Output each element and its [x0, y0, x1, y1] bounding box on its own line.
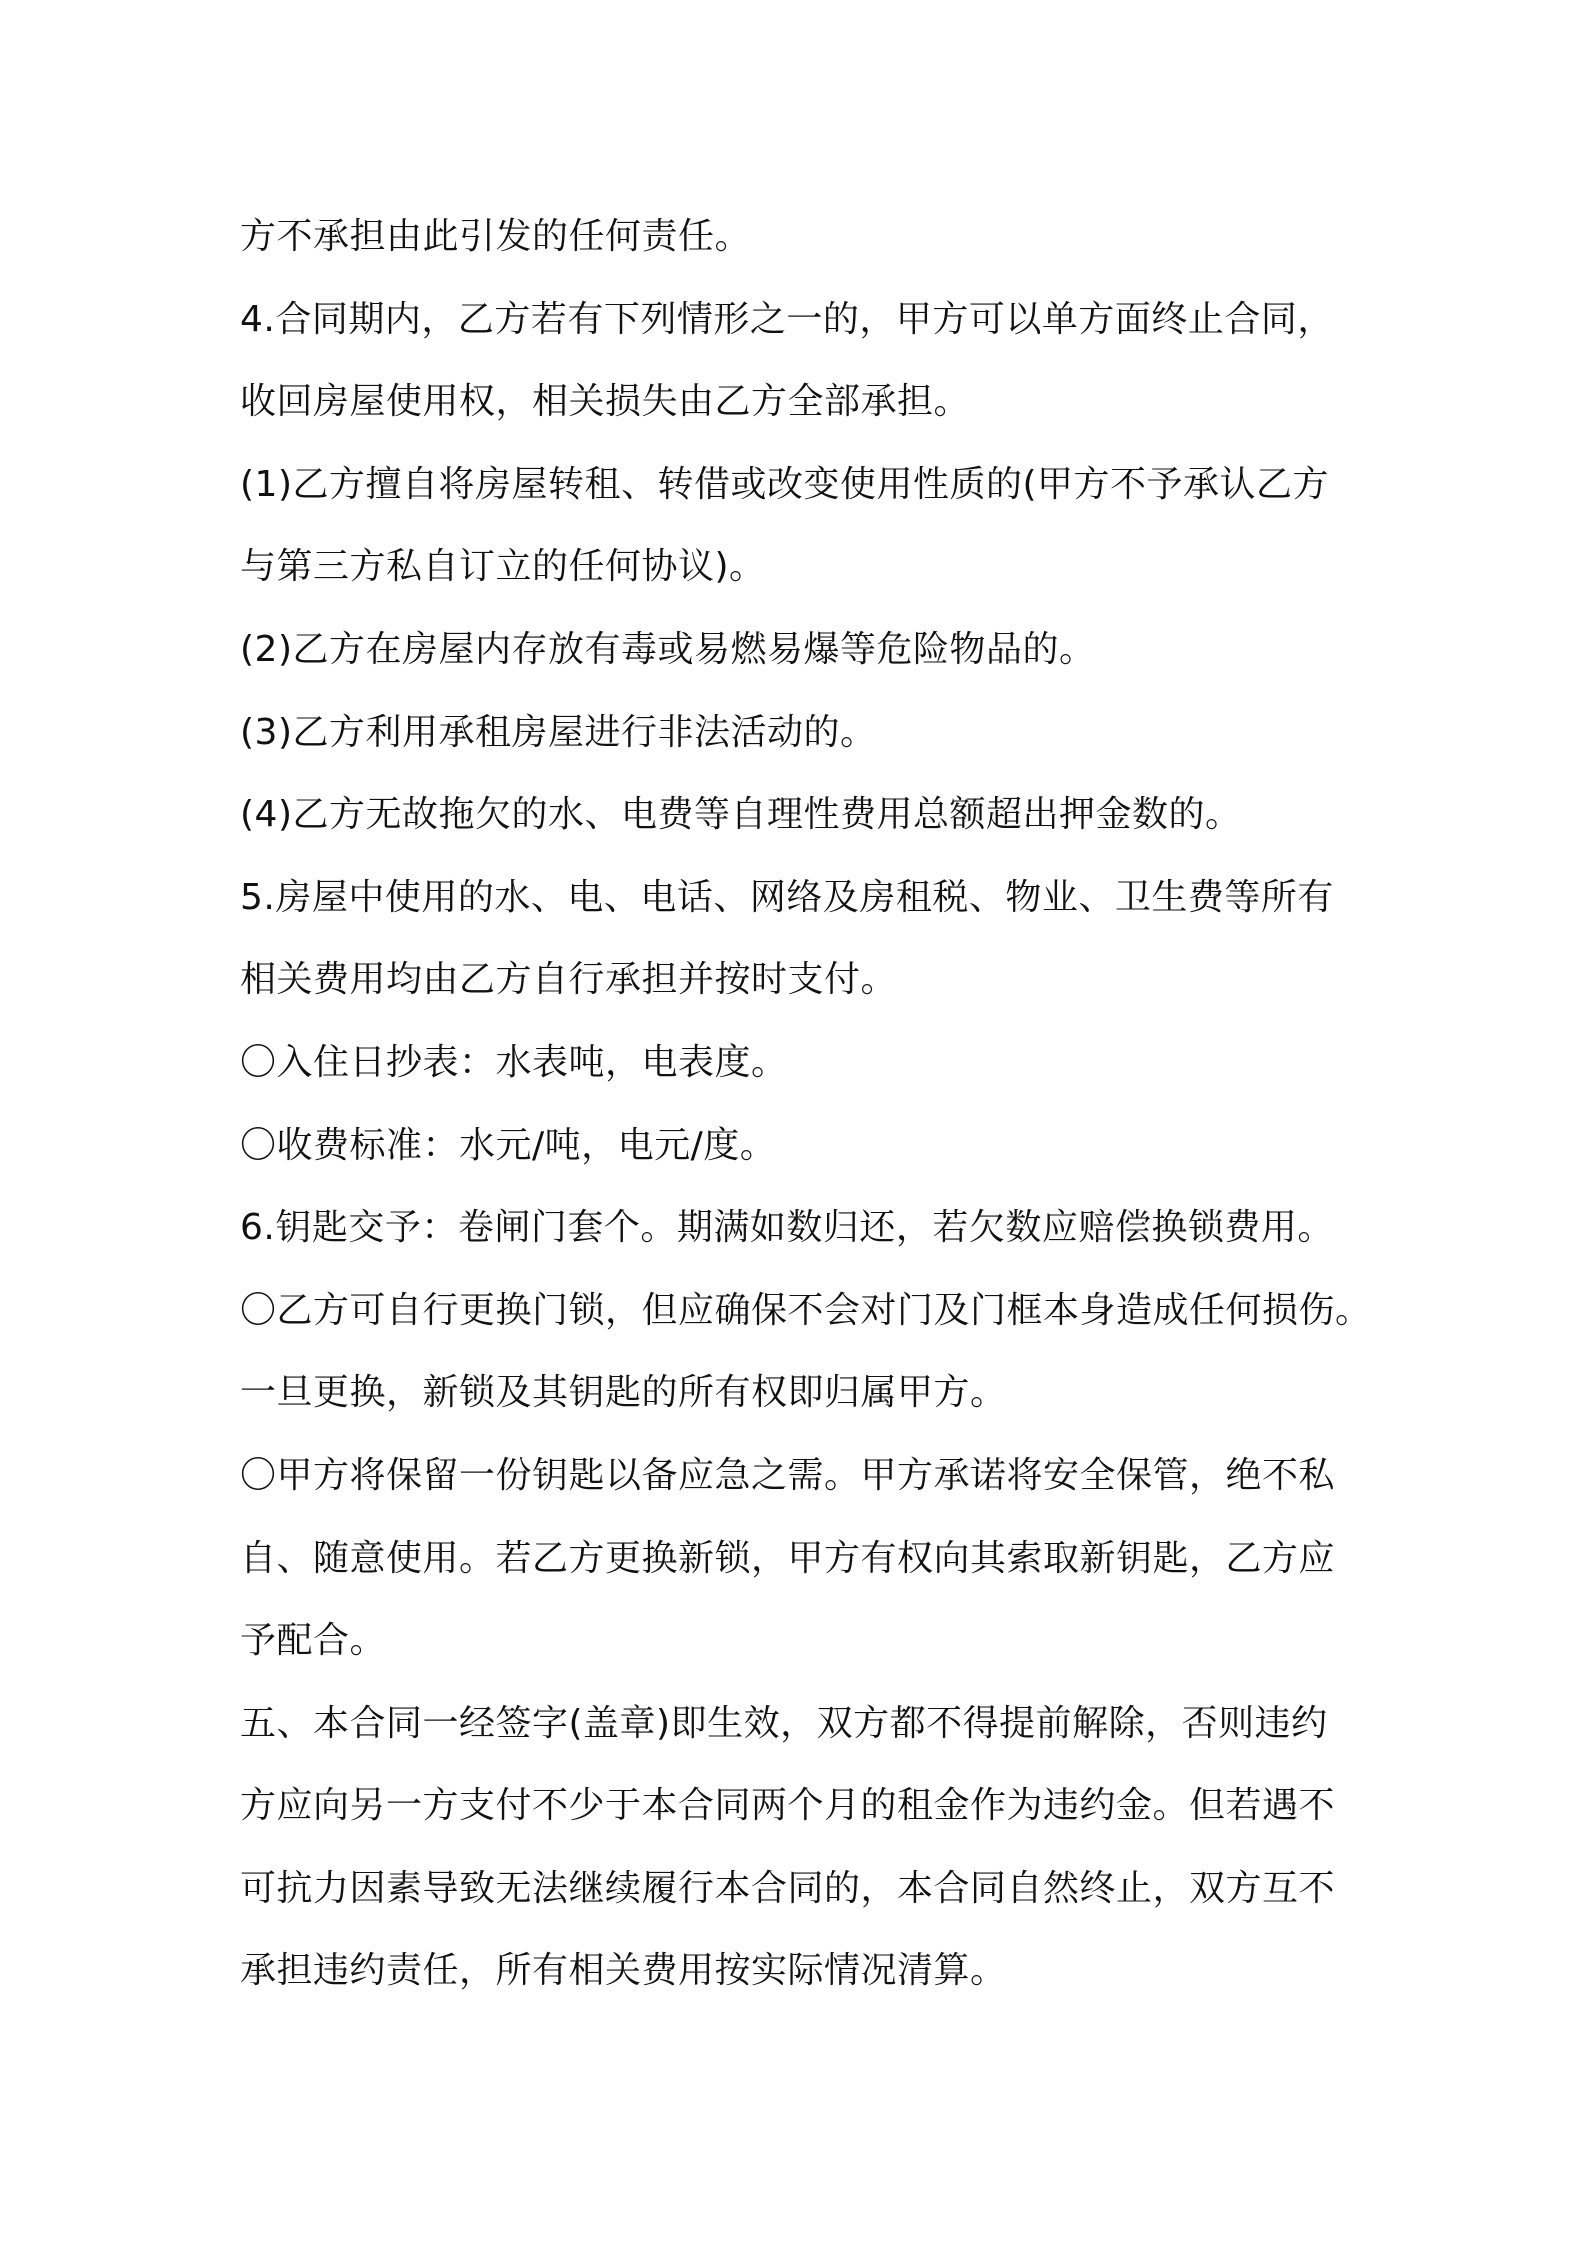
text-line: 与第三方私自订立的任何协议)。 — [240, 546, 766, 588]
text-line: 方不承担由此引发的任何责任。 — [240, 216, 752, 257]
text-line: 〇入住日抄表：水表吨，电表度。 — [240, 1041, 788, 1083]
text-line: 6.钥匙交予：卷闸门套个。期满如数归还，若欠数应赔偿换锁费用。 — [240, 1207, 1334, 1249]
text-line: 可抗力因素导致无法继续履行本合同的，本合同自然终止，双方互不 — [240, 1867, 1336, 1909]
text-line: (1)乙方擅自将房屋转租、转借或改变使用性质的(甲方不予承认乙方 — [240, 463, 1330, 505]
text-line: 5.房屋中使用的水、电、电话、网络及房租税、物业、卫生费等所有 — [240, 876, 1334, 918]
text-line: 一旦更换，新锁及其钥匙的所有权即归属甲方。 — [240, 1372, 1007, 1414]
text-line: (4)乙方无故拖欠的水、电费等自理性费用总额超出押金数的。 — [240, 794, 1242, 836]
text-line: 〇收费标准：水元/吨，电元/度。 — [240, 1124, 777, 1166]
document-body — [240, 196, 1380, 2013]
text-line: 自、随意使用。若乙方更换新锁，甲方有权向其索取新钥匙，乙方应 — [240, 1537, 1336, 1579]
text-line: 收回房屋使用权，相关损失由乙方全部承担。 — [240, 381, 971, 423]
text-line: (2)乙方在房屋内存放有毒或易燃易爆等危险物品的。 — [240, 628, 1096, 670]
text-line: 方应向另一方支付不少于本合同两个月的租金作为违约金。但若遇不 — [240, 1785, 1336, 1827]
text-line: 承担违约责任，所有相关费用按实际情况清算。 — [240, 1950, 1007, 1992]
text-line: 4.合同期内，乙方若有下列情形之一的，甲方可以单方面终止合同， — [240, 298, 1334, 340]
text-line: 〇乙方可自行更换门锁，但应确保不会对门及门框本身造成任何损伤。 — [240, 1289, 1372, 1331]
text-line: 相关费用均由乙方自行承担并按时支付。 — [240, 959, 898, 1001]
text-line: 予配合。 — [240, 1620, 387, 1662]
text-line: 五、本合同一经签字(盖章)即生效，双方都不得提前解除，否则违约 — [240, 1702, 1328, 1744]
text-line: (3)乙方利用承租房屋进行非法活动的。 — [240, 711, 877, 753]
text-line: 〇甲方将保留一份钥匙以备应急之需。甲方承诺将安全保管，绝不私 — [240, 1454, 1336, 1496]
